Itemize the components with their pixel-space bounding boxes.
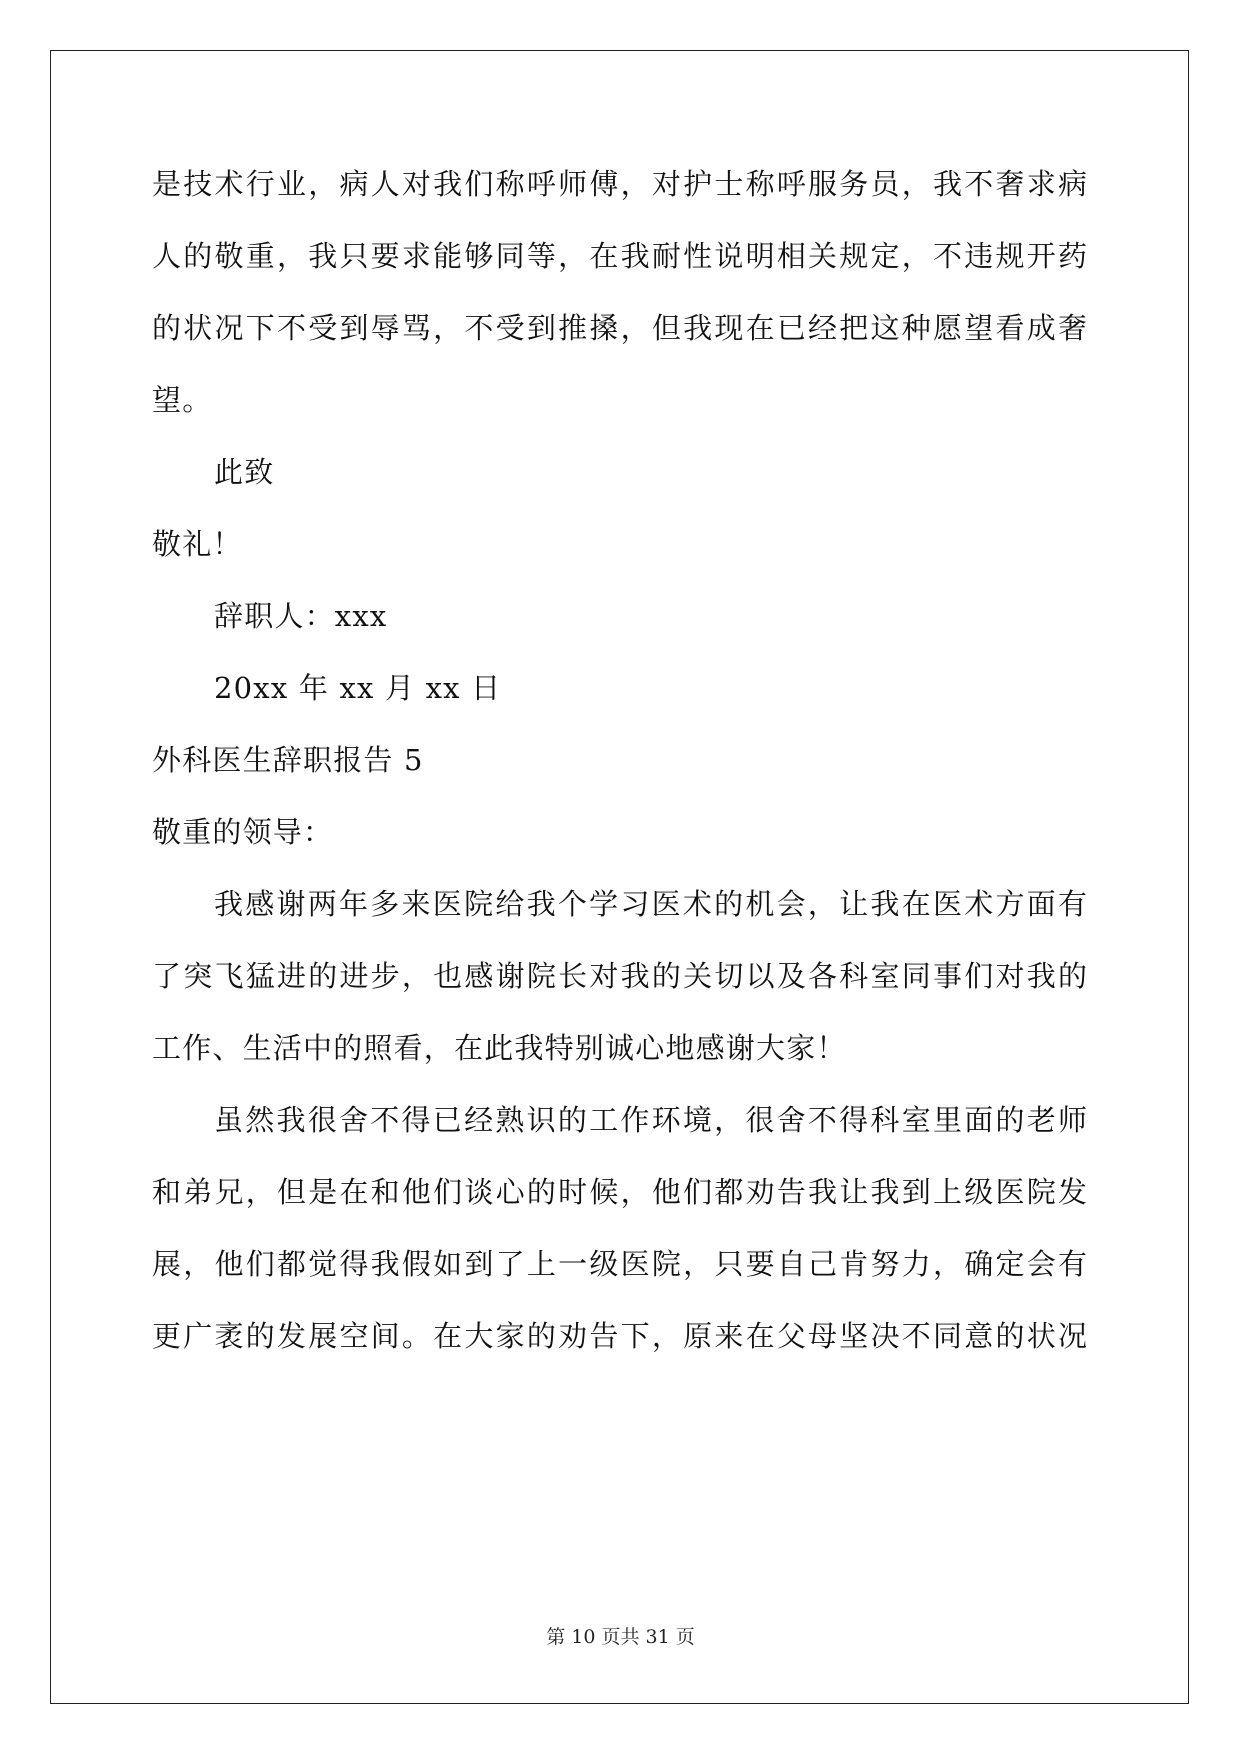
current-page-label: 第 10 页 (546, 1626, 621, 1648)
page-footer (0, 1625, 1241, 1649)
paragraph-line: 是技术行业，病人对我们称呼师傅，对护士称呼服务员，我不奢求病 (152, 167, 1087, 201)
paragraph-line: 望。 (152, 383, 213, 417)
paragraph-line: 人的敬重，我只要求能够同等，在我耐性说明相关规定，不违规开药 (152, 239, 1087, 273)
salutation: 敬重的领导： (152, 815, 334, 849)
signature: 辞职人：xxx (214, 599, 388, 633)
paragraph-line: 更广袤的发展空间。在大家的劝告下，原来在父母坚决不同意的状况 (152, 1319, 1087, 1353)
section-title: 外科医生辞职报告 5 (152, 743, 424, 777)
date: 20xx 年 xx 月 xx 日 (214, 671, 502, 705)
closing-jingli: 敬礼！ (152, 527, 243, 561)
total-pages-label: 共 31 页 (620, 1626, 695, 1648)
paragraph-line: 和弟兄，但是在和他们谈心的时候，他们都劝告我让我到上级医院发 (152, 1175, 1087, 1209)
paragraph-line: 的状况下不受到辱骂，不受到推搡，但我现在已经把这种愿望看成奢 (152, 311, 1087, 345)
paragraph-line: 了突飞猛进的进步，也感谢院长对我的关切以及各科室同事们对我的 (152, 959, 1087, 993)
page-border (50, 50, 1189, 1704)
closing-cizhi: 此致 (214, 455, 275, 489)
paragraph-line: 工作、生活中的照看，在此我特别诚心地感谢大家！ (152, 1031, 847, 1065)
paragraph-line: 我感谢两年多来医院给我个学习医术的机会，让我在医术方面有 (214, 887, 1087, 921)
paragraph-line: 虽然我很舍不得已经熟识的工作环境，很舍不得科室里面的老师 (214, 1103, 1087, 1137)
paragraph-line: 展，他们都觉得我假如到了上一级医院，只要自己肯努力，确定会有 (152, 1247, 1087, 1281)
